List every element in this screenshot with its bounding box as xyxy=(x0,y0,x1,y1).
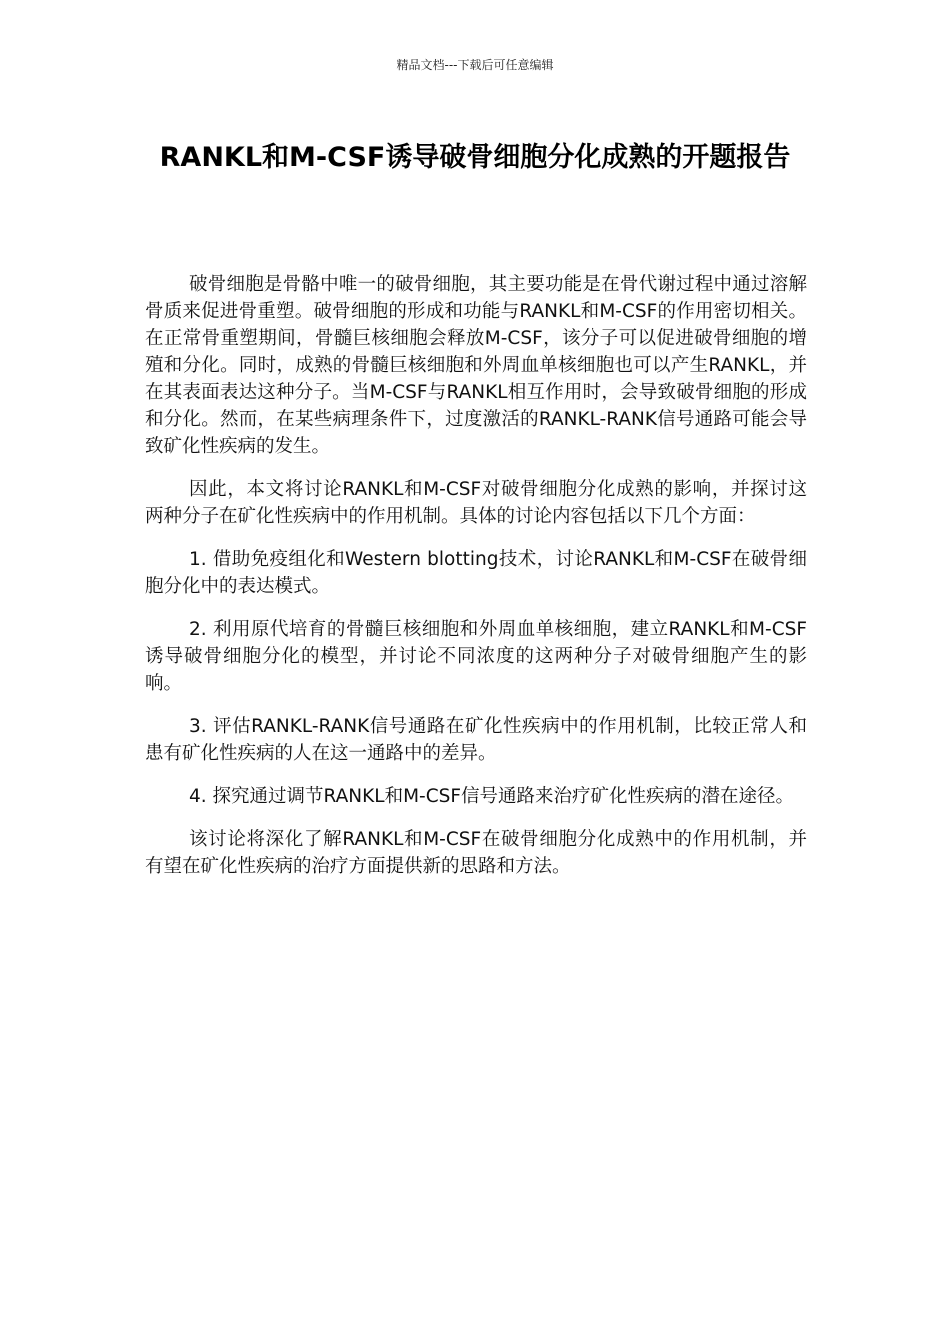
list-item-4: 4. 探究通过调节RANKL和M-CSF信号通路来治疗矿化性疾病的潜在途径。 xyxy=(189,786,795,807)
conclusion-paragraph: 该讨论将深化了解RANKL和M-CSF在破骨细胞分化成熟中的作用机制，并有望在矿化性疾病的治疗方面提供新的思路和方法。 xyxy=(145,829,807,877)
scope-paragraph: 因此，本文将讨论RANKL和M-CSF对破骨细胞分化成熟的影响，并探讨这两种分子在矿化性疾病中的作用机制。具体的讨论内容包括以下几个方面： xyxy=(145,479,807,527)
list-item-3: 3. 评估RANKL-RANK信号通路在矿化性疾病中的作用机制，比较正常人和患有矿化性疾病的人在这一通路中的差异。 xyxy=(145,716,807,764)
document-body xyxy=(145,271,807,896)
list-item-2: 2. 利用原代培育的骨髓巨核细胞和外周血单核细胞，建立RANKL和M-CSF诱导破骨细胞分化的模型，并讨论不同浓度的这两种分子对破骨细胞产生的影响。 xyxy=(145,619,807,694)
intro-paragraph: 破骨细胞是骨骼中唯一的破骨细胞，其主要功能是在骨代谢过程中通过溶解骨质来促进骨重塑。破骨细胞的形成和功能与RANKL和M-CSF的作用密切相关。在正常骨重塑期间，骨髓巨核细胞会释放M-CSF，该分子可以促进破骨细胞的增殖和分化。同时，成熟的骨髓巨核细胞和外周血单核细胞也可以产生RANKL，并在其表面表达这种分子。当M-CSF与RANKL相互作用时，会导致破骨细胞的形成和分化。然而，在某些病理条件下，过度激活的RANKL-RANK信号通路可能会导致矿化性疾病的发生。 xyxy=(145,274,807,457)
list-item-1: 1. 借助免疫组化和Western blotting技术，讨论RANKL和M-CSF在破骨细胞分化中的表达模式。 xyxy=(145,549,807,597)
header-note: 精品文档---下载后可任意编辑 xyxy=(396,58,554,72)
document-title: RANKL和M-CSF诱导破骨细胞分化成熟的开题报告 xyxy=(159,142,791,173)
